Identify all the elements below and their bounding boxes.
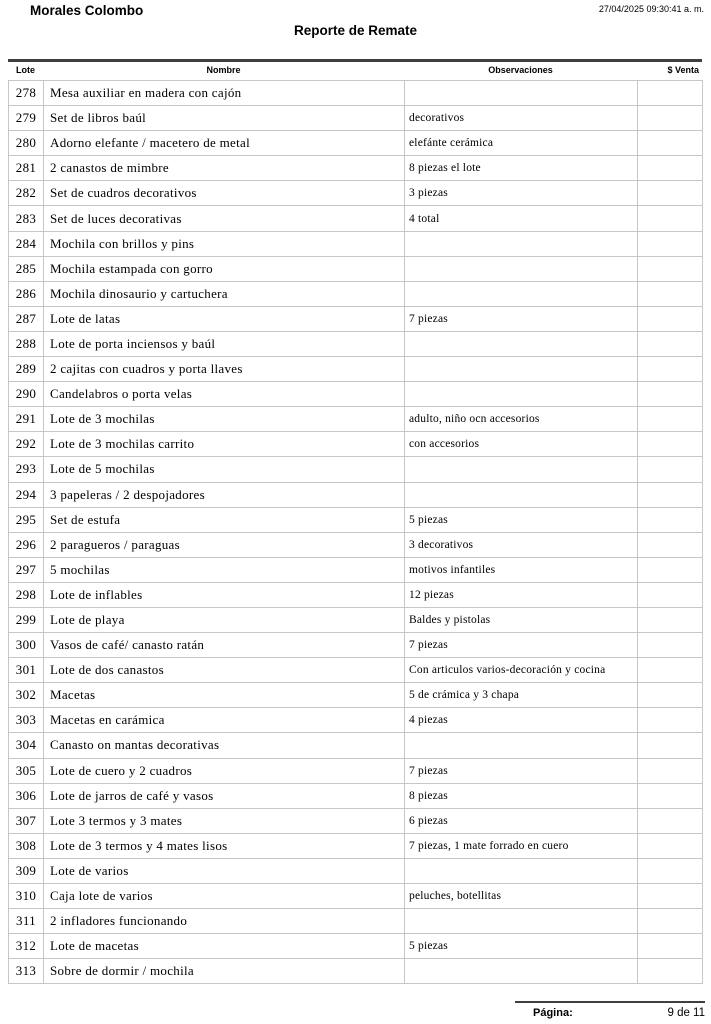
cell-observaciones: 12 piezas [405, 582, 638, 607]
cell-observaciones: 7 piezas [405, 306, 638, 331]
table-row [9, 81, 703, 106]
cell-nombre: Set de cuadros decorativos [44, 181, 405, 206]
cell-lote: 300 [9, 633, 44, 658]
cell-observaciones: peluches, botellitas [405, 884, 638, 909]
cell-nombre: Lote de latas [44, 306, 405, 331]
table-row [9, 708, 703, 733]
cell-observaciones: Con articulos varios-decoración y cocina [405, 658, 638, 683]
cell-observaciones [405, 733, 638, 758]
cell-lote: 289 [9, 357, 44, 382]
cell-observaciones: 8 piezas el lote [405, 156, 638, 181]
cell-observaciones [405, 331, 638, 356]
cell-nombre: 2 cajitas con cuadros y porta llaves [44, 357, 405, 382]
cell-lote: 306 [9, 783, 44, 808]
cell-venta [638, 432, 703, 457]
cell-venta [638, 181, 703, 206]
cell-venta [638, 607, 703, 632]
column-header-observaciones: Observaciones [488, 65, 553, 75]
column-header-lote: Lote [16, 65, 35, 75]
cell-observaciones [405, 357, 638, 382]
cell-observaciones: 7 piezas [405, 758, 638, 783]
table-row [9, 607, 703, 632]
cell-venta [638, 858, 703, 883]
cell-nombre: Lote de 3 mochilas carrito [44, 432, 405, 457]
cell-lote: 292 [9, 432, 44, 457]
cell-venta [638, 382, 703, 407]
table-row [9, 357, 703, 382]
cell-nombre: 5 mochilas [44, 557, 405, 582]
cell-venta [638, 256, 703, 281]
cell-lote: 286 [9, 281, 44, 306]
cell-nombre: Mesa auxiliar en madera con cajón [44, 81, 405, 106]
table-row [9, 382, 703, 407]
table-body [9, 81, 703, 984]
cell-lote: 304 [9, 733, 44, 758]
column-header-nombre: Nombre [206, 65, 241, 75]
cell-observaciones [405, 281, 638, 306]
cell-lote: 302 [9, 683, 44, 708]
cell-lote: 296 [9, 532, 44, 557]
table-row [9, 582, 703, 607]
cell-lote: 301 [9, 658, 44, 683]
table-row [9, 432, 703, 457]
cell-observaciones: 3 piezas [405, 181, 638, 206]
cell-venta [638, 281, 703, 306]
column-header-venta: $ Venta [667, 65, 699, 75]
cell-observaciones [405, 858, 638, 883]
cell-venta [638, 357, 703, 382]
table-row [9, 407, 703, 432]
cell-observaciones: 6 piezas [405, 808, 638, 833]
table-row [9, 658, 703, 683]
page-title: Reporte de Remate [293, 23, 418, 38]
cell-lote: 303 [9, 708, 44, 733]
page-footer [515, 1001, 705, 1019]
cell-observaciones: 7 piezas [405, 633, 638, 658]
cell-venta [638, 808, 703, 833]
table-row [9, 457, 703, 482]
table-row [9, 633, 703, 658]
table-row [9, 884, 703, 909]
cell-lote: 294 [9, 482, 44, 507]
cell-observaciones: adulto, niño ocn accesorios [405, 407, 638, 432]
cell-venta [638, 557, 703, 582]
table-row [9, 858, 703, 883]
cell-observaciones: decorativos [405, 106, 638, 131]
cell-lote: 283 [9, 206, 44, 231]
cell-venta [638, 532, 703, 557]
table-row [9, 959, 703, 984]
cell-venta [638, 733, 703, 758]
cell-venta [638, 783, 703, 808]
table-row [9, 557, 703, 582]
cell-lote: 290 [9, 382, 44, 407]
cell-observaciones [405, 256, 638, 281]
cell-observaciones [405, 909, 638, 934]
cell-nombre: Canasto on mantas decorativas [44, 733, 405, 758]
cell-observaciones: 5 piezas [405, 507, 638, 532]
cell-nombre: Lote de cuero y 2 cuadros [44, 758, 405, 783]
cell-observaciones [405, 457, 638, 482]
cell-nombre: Candelabros o porta velas [44, 382, 405, 407]
cell-observaciones [405, 231, 638, 256]
cell-nombre: Lote de porta inciensos y baúl [44, 331, 405, 356]
cell-nombre: Lote de playa [44, 607, 405, 632]
table-row [9, 683, 703, 708]
cell-observaciones [405, 382, 638, 407]
cell-venta [638, 482, 703, 507]
cell-nombre: Mochila con brillos y pins [44, 231, 405, 256]
cell-venta [638, 934, 703, 959]
cell-lote: 279 [9, 106, 44, 131]
cell-venta [638, 708, 703, 733]
cell-venta [638, 884, 703, 909]
cell-venta [638, 306, 703, 331]
table-row [9, 206, 703, 231]
cell-lote: 297 [9, 557, 44, 582]
company-name: Morales Colombo [30, 3, 144, 18]
cell-lote: 298 [9, 582, 44, 607]
cell-nombre: Lote de 3 mochilas [44, 407, 405, 432]
cell-nombre: Lote de dos canastos [44, 658, 405, 683]
cell-nombre: 2 infladores funcionando [44, 909, 405, 934]
cell-nombre: Lote de varios [44, 858, 405, 883]
cell-lote: 312 [9, 934, 44, 959]
cell-venta [638, 658, 703, 683]
cell-venta [638, 407, 703, 432]
cell-nombre: Lote de jarros de café y vasos [44, 783, 405, 808]
table-row [9, 733, 703, 758]
cell-observaciones: 7 piezas, 1 mate forrado en cuero [405, 833, 638, 858]
cell-lote: 284 [9, 231, 44, 256]
cell-venta [638, 507, 703, 532]
table-row [9, 909, 703, 934]
cell-nombre: Mochila dinosaurio y cartuchera [44, 281, 405, 306]
cell-observaciones: 5 piezas [405, 934, 638, 959]
cell-nombre: Sobre de dormir / mochila [44, 959, 405, 984]
table-row [9, 181, 703, 206]
table-row [9, 482, 703, 507]
cell-lote: 285 [9, 256, 44, 281]
report-datetime: 27/04/2025 09:30:41 a. m. [598, 4, 704, 14]
cell-venta [638, 683, 703, 708]
cell-nombre: 2 canastos de mimbre [44, 156, 405, 181]
cell-lote: 305 [9, 758, 44, 783]
cell-observaciones: 3 decorativos [405, 532, 638, 557]
cell-lote: 288 [9, 331, 44, 356]
cell-observaciones: motivos infantiles [405, 557, 638, 582]
table-row [9, 833, 703, 858]
cell-nombre: Lote 3 termos y 3 mates [44, 808, 405, 833]
cell-lote: 307 [9, 808, 44, 833]
cell-venta [638, 959, 703, 984]
cell-venta [638, 156, 703, 181]
table-row [9, 281, 703, 306]
cell-observaciones: con accesorios [405, 432, 638, 457]
cell-nombre: Adorno elefante / macetero de metal [44, 131, 405, 156]
cell-venta [638, 131, 703, 156]
table-row [9, 934, 703, 959]
cell-nombre: 2 paragueros / paraguas [44, 532, 405, 557]
cell-venta [638, 457, 703, 482]
cell-lote: 313 [9, 959, 44, 984]
cell-lote: 281 [9, 156, 44, 181]
table-row [9, 758, 703, 783]
cell-venta [638, 231, 703, 256]
cell-nombre: 3 papeleras / 2 despojadores [44, 482, 405, 507]
table-row [9, 331, 703, 356]
cell-venta [638, 909, 703, 934]
cell-nombre: Lote de macetas [44, 934, 405, 959]
cell-venta [638, 106, 703, 131]
table-row [9, 532, 703, 557]
cell-venta [638, 633, 703, 658]
table-row [9, 783, 703, 808]
report-table [8, 59, 702, 984]
cell-lote: 282 [9, 181, 44, 206]
cell-lote: 287 [9, 306, 44, 331]
cell-venta [638, 81, 703, 106]
cell-observaciones: 4 piezas [405, 708, 638, 733]
cell-nombre: Set de luces decorativas [44, 206, 405, 231]
cell-nombre: Lote de 3 termos y 4 mates lisos [44, 833, 405, 858]
table-row [9, 256, 703, 281]
table-row [9, 156, 703, 181]
cell-nombre: Macetas en carámica [44, 708, 405, 733]
cell-nombre: Macetas [44, 683, 405, 708]
table-row [9, 131, 703, 156]
cell-lote: 309 [9, 858, 44, 883]
table-row [9, 106, 703, 131]
cell-lote: 311 [9, 909, 44, 934]
cell-venta [638, 206, 703, 231]
cell-lote: 299 [9, 607, 44, 632]
table-row [9, 231, 703, 256]
cell-nombre: Lote de inflables [44, 582, 405, 607]
cell-nombre: Set de libros baúl [44, 106, 405, 131]
cell-observaciones [405, 81, 638, 106]
cell-venta [638, 833, 703, 858]
cell-lote: 278 [9, 81, 44, 106]
page-label: Página: [533, 1007, 573, 1019]
cell-observaciones: elefánte cerámica [405, 131, 638, 156]
cell-nombre: Caja lote de varios [44, 884, 405, 909]
table-header-row [8, 59, 702, 80]
cell-venta [638, 758, 703, 783]
cell-observaciones: 5 de crámica y 3 chapa [405, 683, 638, 708]
cell-nombre: Set de estufa [44, 507, 405, 532]
table-row [9, 808, 703, 833]
cell-venta [638, 582, 703, 607]
cell-lote: 295 [9, 507, 44, 532]
cell-nombre: Vasos de café/ canasto ratán [44, 633, 405, 658]
cell-observaciones [405, 482, 638, 507]
cell-lote: 293 [9, 457, 44, 482]
table-row [9, 507, 703, 532]
cell-nombre: Lote de 5 mochilas [44, 457, 405, 482]
cell-observaciones: 4 total [405, 206, 638, 231]
cell-observaciones [405, 959, 638, 984]
cell-observaciones: 8 piezas [405, 783, 638, 808]
cell-lote: 291 [9, 407, 44, 432]
table-row [9, 306, 703, 331]
page-number: 9 de 11 [667, 1007, 705, 1019]
cell-observaciones: Baldes y pistolas [405, 607, 638, 632]
cell-lote: 310 [9, 884, 44, 909]
cell-lote: 308 [9, 833, 44, 858]
cell-lote: 280 [9, 131, 44, 156]
cell-venta [638, 331, 703, 356]
table-body-grid [8, 80, 703, 984]
cell-nombre: Mochila estampada con gorro [44, 256, 405, 281]
